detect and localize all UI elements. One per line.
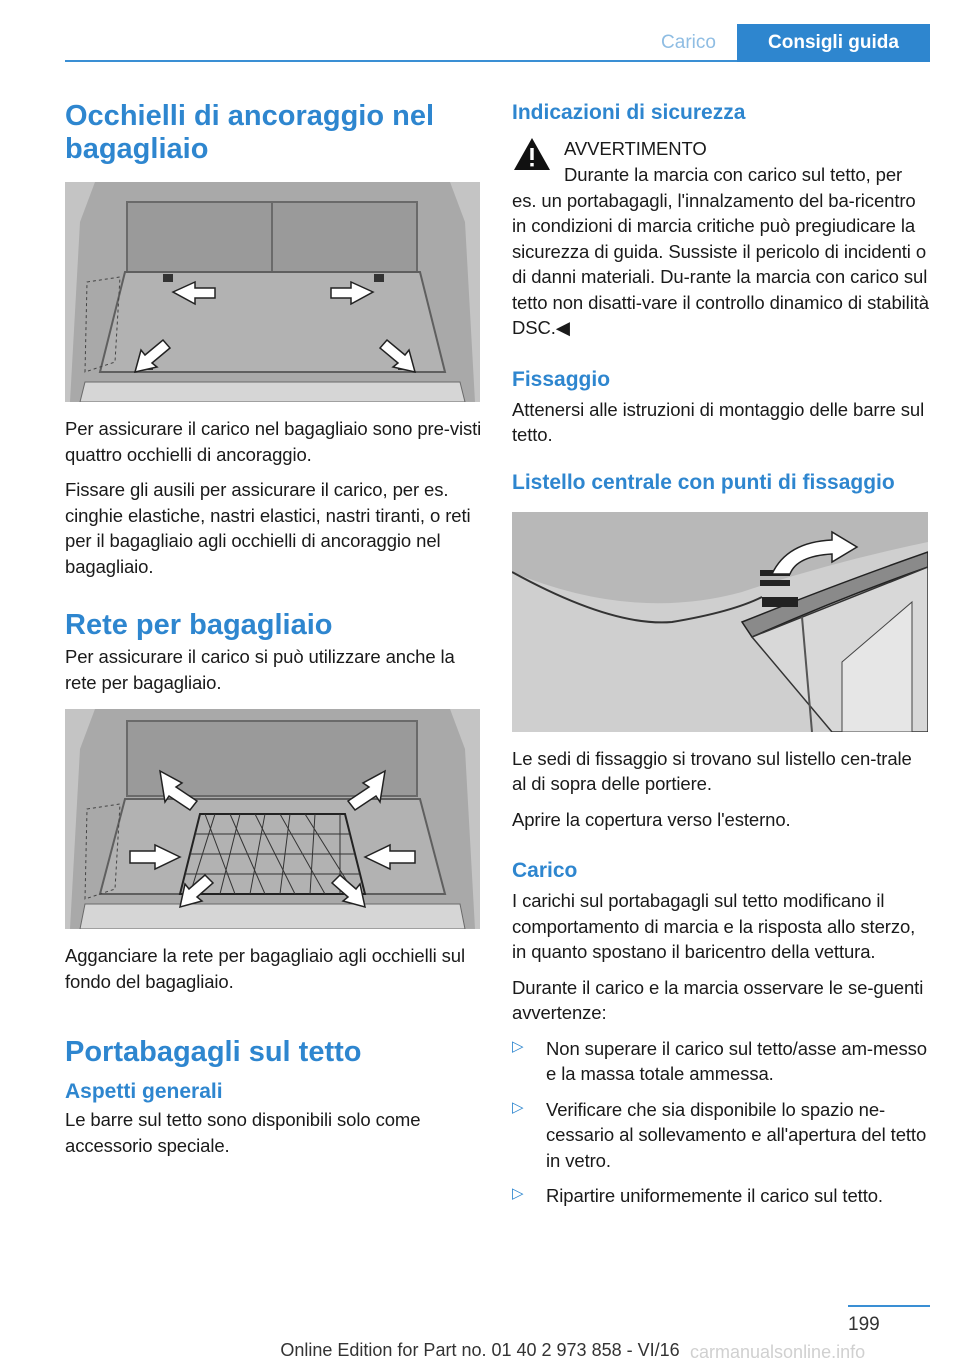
section-title-roof-rack: Portabagagli sul tetto — [65, 1036, 362, 1068]
paragraph-luggage-net-intro: Per assicurare il carico si può utilizzare anche la rete per bagagliaio. — [65, 646, 455, 693]
warning-title: AVVERTIMENTO — [564, 138, 707, 159]
paragraph-anchor-eyes-usage: Fissare gli ausili per assicurare il carico, per es. cinghie elastiche, nastri elastici, nastri tiranti, o reti per il bagagliaio agli occhielli di ancoraggio nel bagagliaio. — [65, 479, 471, 577]
subtitle-safety-notes: Indicazioni di sicurezza — [512, 101, 746, 124]
warning-block — [512, 136, 930, 186]
trunk-anchor-eyes-illustration — [65, 182, 480, 402]
paragraph-fixing-instructions: Attenersi alle istruzioni di montaggio delle barre sul tetto. — [512, 398, 925, 445]
bullet-triangle-icon: ▷ — [512, 1185, 524, 1202]
footer-rule — [848, 1305, 930, 1307]
subtitle-central-strip: Listello centrale con punti di fissaggio — [512, 470, 895, 494]
paragraph-open-cover: Aprire la copertura verso l'esterno. — [512, 808, 791, 830]
list-item-text: Non superare il carico sul tetto/asse am-messo e la massa totale ammessa. — [546, 1037, 927, 1084]
paragraph-fixing-seats-location: Le sedi di fissaggio si trovano sul listello cen-trale al di sopra delle portiere. — [512, 747, 912, 794]
trunk-luggage-net-illustration — [65, 709, 480, 929]
subtitle-general-aspects: Aspetti generali — [65, 1080, 223, 1103]
edition-footer: Online Edition for Part no. 01 40 2 973 858 - VI/16 — [280, 1340, 680, 1360]
paragraph-anchor-eyes-intro: Per assicurare il carico nel bagagliaio sono pre-visti quattro occhielli di ancoraggio. — [65, 418, 482, 465]
roof-central-strip-illustration — [512, 512, 928, 732]
bullet-triangle-icon: ▷ — [512, 1037, 524, 1055]
subtitle-load: Carico — [512, 859, 578, 882]
paragraph-load-effect: I carichi sul portabagagli sul tetto modificano il comportamento di marcia e la risposta allo sterzo, in quanto spostano il baricentro della vettura. — [512, 890, 916, 962]
warning-triangle-icon — [512, 136, 552, 172]
paragraph-luggage-net-hooking: Agganciare la rete per bagagliaio agli occhielli sul fondo del bagagliaio. — [65, 945, 465, 992]
left-column — [65, 100, 483, 1158]
section-title-anchor-eyes: Occhielli di ancoraggio nel bagagliaio — [65, 100, 435, 165]
page-number: 199 — [848, 1314, 880, 1335]
watermark: carmanualsonline.info — [690, 1342, 866, 1362]
list-item-text: Verificare che sia disponibile lo spazio ne-cessario al sollevamento e all'apertura del tetto in vetro. — [546, 1098, 927, 1171]
paragraph-roof-bars-accessory: Le barre sul tetto sono disponibili solo come accessorio speciale. — [65, 1109, 421, 1156]
header-chapter-tab: Consigli guida — [737, 24, 930, 62]
list-item-text: Ripartire uniformemente il carico sul tetto. — [546, 1185, 883, 1206]
header-section-label: Carico — [661, 32, 716, 53]
bullet-triangle-icon: ▷ — [512, 1098, 524, 1116]
warning-body: Durante la marcia con carico sul tetto, per es. un portabagagli, l'innalzamento del ba-ricentro in condizioni di marcia critiche può pregiudicare la sicurezza di guida. Sussiste il pericolo di incidenti o di danni materiali. Du-rante la marcia con carico sul tetto non disatti-vare il controllo dinamico di stabilità DSC.◀ — [512, 164, 929, 338]
list-item — [512, 1097, 930, 1174]
paragraph-load-warnings-intro: Durante il carico e la marcia osservare le se-guenti avvertenze: — [512, 976, 924, 1023]
list-item — [512, 1183, 930, 1209]
list-item — [512, 1036, 930, 1087]
subtitle-fixing: Fissaggio — [512, 367, 611, 391]
section-title-luggage-net: Rete per bagagliaio — [65, 609, 333, 641]
right-column — [512, 100, 930, 1209]
